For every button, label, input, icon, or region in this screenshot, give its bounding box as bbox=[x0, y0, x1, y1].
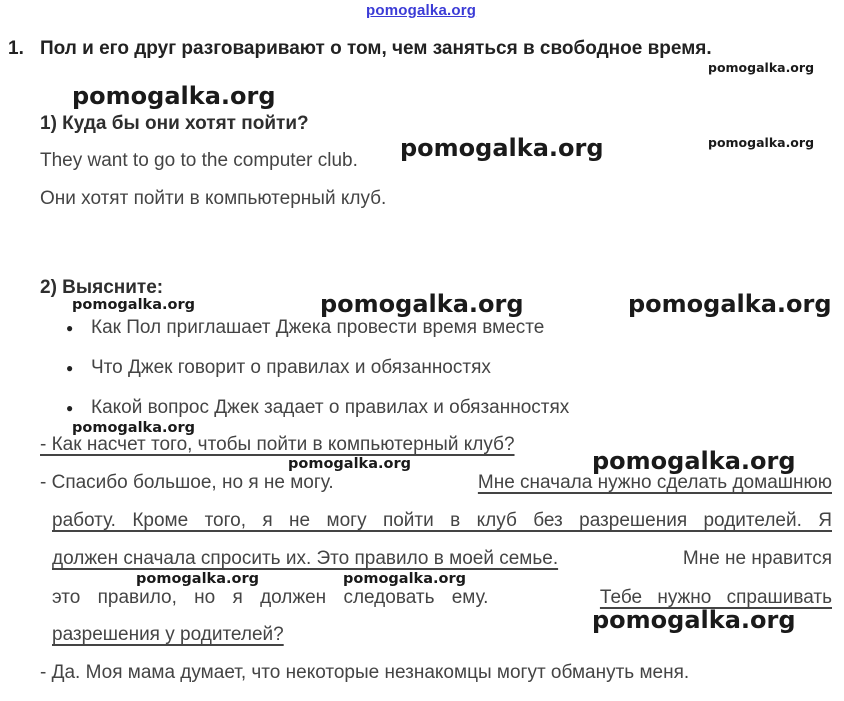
watermark-text: pomogalka.org bbox=[136, 571, 259, 587]
bullet-item: Что Джек говорит о правилах и обязанностях bbox=[91, 357, 491, 378]
watermark-text: pomogalka.org bbox=[320, 290, 524, 318]
answer-1-russian: Они хотят пойти в компьютерный клуб. bbox=[40, 188, 387, 209]
watermark-text: pomogalka.org bbox=[72, 297, 195, 313]
bullet-icon: ● bbox=[66, 321, 74, 335]
top-watermark: pomogalka.org bbox=[366, 2, 477, 19]
bullet-item: Как Пол приглашает Джека провести время вместе bbox=[91, 317, 545, 338]
dialogue-line-4 bbox=[52, 548, 832, 570]
bullet-item: Какой вопрос Джек задает о правилах и обязанностях bbox=[91, 397, 570, 418]
question-2-label: 2) Выясните: bbox=[40, 277, 164, 298]
dialogue-underlined-text: Тебе нужно спрашивать bbox=[599, 587, 832, 608]
dialogue-text: - Спасибо большое, но я не могу. bbox=[40, 472, 334, 493]
watermark-text: pomogalka.org bbox=[343, 571, 466, 587]
dialogue-line-1: - Как насчет того, чтобы пойти в компьютерный клуб? bbox=[40, 434, 515, 455]
bullet-icon: ● bbox=[66, 401, 74, 415]
task-heading: Пол и его друг разговаривают о том, чем заняться в свободное время. bbox=[40, 38, 712, 59]
dialogue-line-7: - Да. Моя мама думает, что некоторые незнакомцы могут обмануть меня. bbox=[40, 662, 690, 683]
watermark-text: pomogalka.org bbox=[708, 135, 815, 150]
bullet-icon: ● bbox=[66, 361, 74, 375]
watermark-text: pomogalka.org bbox=[288, 456, 411, 472]
dialogue-underlined-text: должен сначала спросить их. Это правило в моей семье. bbox=[52, 548, 559, 569]
watermark-text: pomogalka.org bbox=[592, 447, 796, 475]
dialogue-line-6: разрешения у родителей? bbox=[52, 624, 284, 645]
answer-1-english: They want to go to the computer club. bbox=[40, 150, 358, 171]
dialogue-line-2 bbox=[40, 472, 832, 494]
dialogue-line-3: работу. Кроме того, я не могу пойти в клуб без разрешения родителей. Я bbox=[52, 510, 832, 531]
watermark-text: pomogalka.org bbox=[400, 134, 604, 162]
watermark-text: pomogalka.org bbox=[72, 82, 276, 110]
question-1-label: 1) Куда бы они хотят пойти? bbox=[40, 113, 309, 134]
watermark-text: pomogalka.org bbox=[708, 60, 815, 75]
dialogue-text: это правило, но я должен следовать ему. bbox=[52, 587, 489, 608]
task-number: 1. bbox=[8, 38, 24, 59]
dialogue-underlined-text: Мне сначала нужно сделать домашнюю bbox=[477, 472, 832, 493]
watermark-text: pomogalka.org bbox=[592, 606, 796, 634]
watermark-text: pomogalka.org bbox=[72, 420, 195, 436]
dialogue-text: Мне не нравится bbox=[682, 548, 832, 569]
watermark-text: pomogalka.org bbox=[628, 290, 832, 318]
